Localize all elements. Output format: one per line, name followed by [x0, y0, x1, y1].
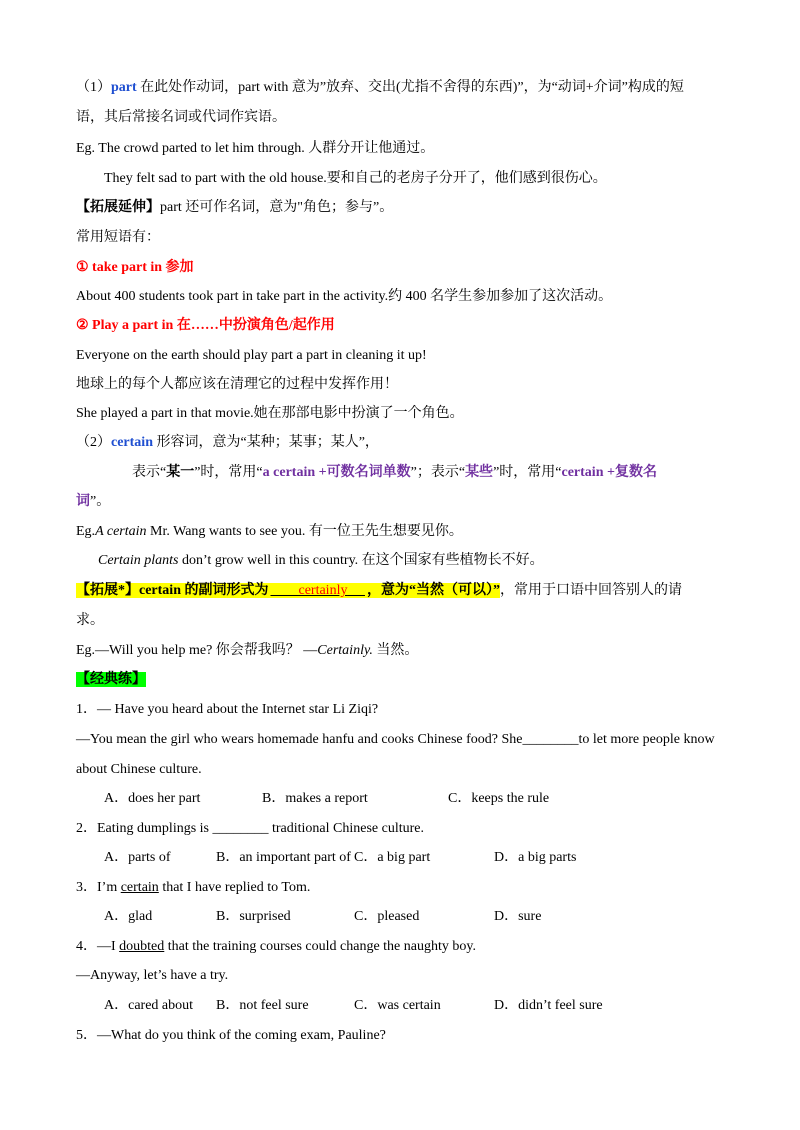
keyword-certain: certain	[111, 435, 153, 450]
example-5: Eg.—Will you help me? 你会帮我吗？ —Certainly. 当然。	[76, 643, 419, 658]
example-4: Certain plants don’t grow well in this country. 在这个国家有些植物长不好。	[98, 553, 544, 568]
question-4-line-2: —Anyway, let’s have a try.	[76, 968, 229, 983]
phrases-heading: 常用短语有：	[76, 230, 160, 245]
option-c[interactable]: C．pleased	[354, 909, 420, 924]
example-2: They felt sad to part with the old house.要和自己的老房子分开了，他们感到很伤心。	[104, 171, 607, 186]
phrase-2-example-2: 地球上的每个人都应该在清理它的过程中发挥作用！	[76, 377, 398, 392]
keyword-part: part	[111, 80, 137, 95]
option-d[interactable]: D．a big parts	[494, 850, 577, 865]
extension-certainly-cont: 求。	[76, 613, 104, 628]
underlined-word: certain	[120, 880, 159, 895]
note-2-line-2: 表示“某一”时，常用“a certain +可数名词单数”；表示“某些”时，常用“certain +复数名	[132, 465, 657, 480]
option-c[interactable]: C．was certain	[354, 998, 441, 1013]
phrase-1-example: About 400 students took part in take part in the activity.约 400 名学生参加参加了这次活动。	[76, 289, 613, 304]
question-1-line-1: 1．— Have you heard about the Internet star Li Ziqi?	[76, 702, 379, 717]
question-1-line-3: about Chinese culture.	[76, 762, 202, 777]
underlined-word: doubted	[119, 939, 165, 954]
option-d[interactable]: D．didn’t feel sure	[494, 998, 603, 1013]
question-1-line-2: —You mean the girl who wears homemade hanfu and cooks Chinese food? She________to let more people know	[76, 732, 715, 747]
example-3: Eg.A certain Mr. Wang wants to see you. 有一位王先生想要见你。	[76, 524, 463, 539]
note-2-line-3: 词”。	[76, 494, 111, 509]
extension-part-noun: 【拓展延伸】part 还可作名词，意为"角色；参与”。	[76, 200, 394, 215]
question-5-stem: 5．—What do you think of the coming exam, Pauline?	[76, 1028, 386, 1043]
option-b[interactable]: B．an important part of	[216, 850, 351, 865]
option-d[interactable]: D．sure	[494, 909, 542, 924]
answer-blank-certainly: certainly	[268, 583, 366, 598]
note-1-line-2: 语，其后常接名词或代词作宾语。	[76, 110, 286, 125]
option-a[interactable]: A．does her part	[104, 791, 201, 806]
practice-heading: 【经典练】	[76, 672, 146, 687]
phrase-2-example-1: Everyone on the earth should play part a part in cleaning it up!	[76, 348, 427, 363]
note-2-line-1: （2）certain 形容词，意为“某种；某事；某人”，	[76, 435, 379, 450]
option-a[interactable]: A．parts of	[104, 850, 171, 865]
option-c[interactable]: C．keeps the rule	[448, 791, 550, 806]
question-3-stem: 3．I’m certain that I have replied to Tom.	[76, 880, 311, 895]
option-a[interactable]: A．glad	[104, 909, 153, 924]
phrase-take-part-in: ① take part in 参加	[76, 260, 194, 275]
option-b[interactable]: B．makes a report	[262, 791, 368, 806]
phrase-play-a-part-in: ② Play a part in 在……中扮演角色/起作用	[76, 318, 335, 333]
note-1-line-1: （1）part 在此处作动词，part with 意为”放弃、交出(尤指不舍得的东西)”，为“动词+介词”构成的短	[76, 80, 684, 95]
question-2-stem: 2．Eating dumplings is ________ traditional Chinese culture.	[76, 821, 425, 836]
option-a[interactable]: A．cared about	[104, 998, 194, 1013]
option-b[interactable]: B．surprised	[216, 909, 291, 924]
question-4-stem: 4．—I doubted that the training courses could change the naughty boy.	[76, 939, 476, 954]
option-c[interactable]: C．a big part	[354, 850, 431, 865]
extension-certainly: 【拓展*】certain 的副词形式为 certainly ，意为“当然（可以）”，常用于口语中回答别人的请	[76, 583, 682, 598]
example-1: Eg. The crowd parted to let him through. 人群分开让他通过。	[76, 141, 435, 156]
phrase-2-example-3: She played a part in that movie.她在那部电影中扮演了一个角色。	[76, 406, 464, 421]
option-b[interactable]: B．not feel sure	[216, 998, 309, 1013]
